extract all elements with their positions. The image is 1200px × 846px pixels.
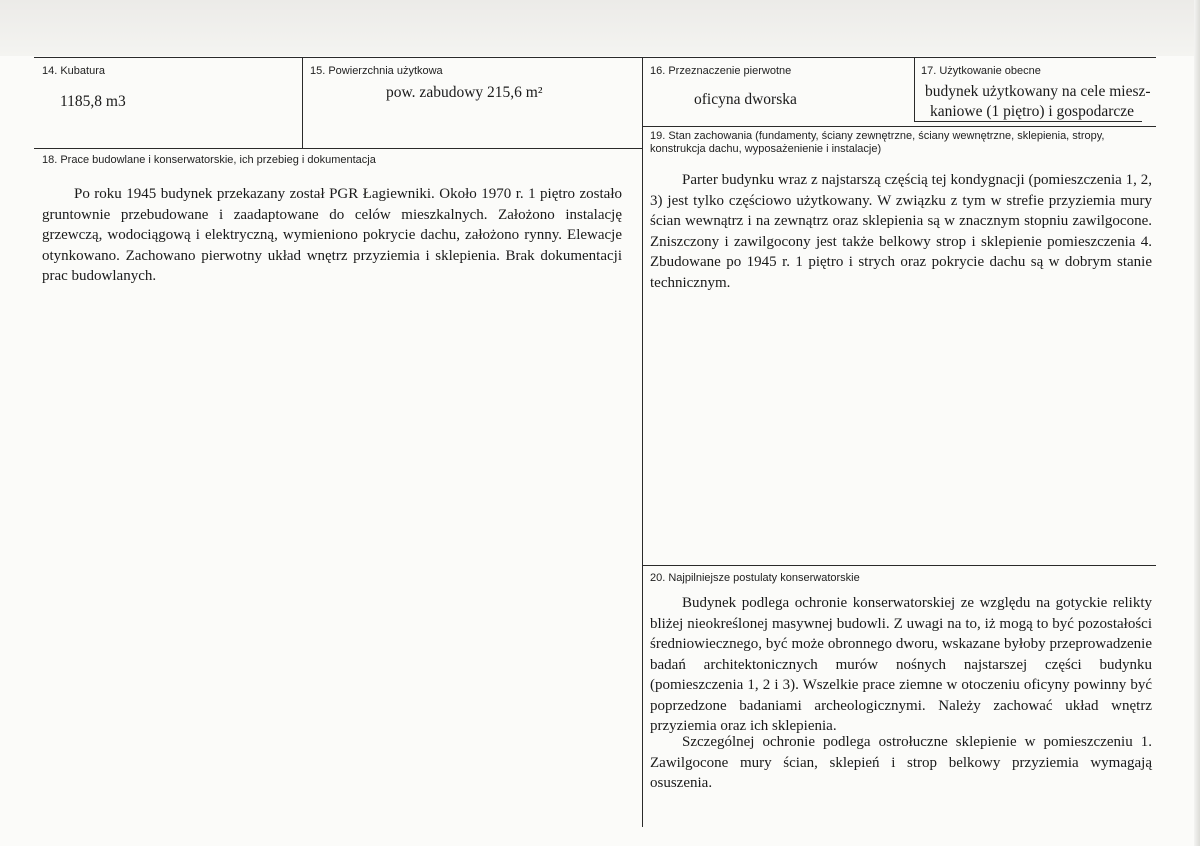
grid-line-row1-left <box>34 148 642 149</box>
postulaty-text-1: Budynek podlega ochronie konserwatorskiej ze względu na gotyckie relikty bliżej nieokreślonej masywnej budowli. Z uwagi na to, iż mogą to być pozostałości średniowiecznego, być może obronnego dworu, wskazane byłoby przeprowadzenie badań architektonicznych murów nośnych najstarszej części budynku (pomieszczenia 1, 2 i 3). Wszelkie prace ziemne w otoczeniu oficyny powinny być poprzedzone badaniami archeologicznymi. Należy zachować układ wnętrz przyziemia oraz ich sklepienia. <box>650 595 1152 734</box>
grid-divider-14-15 <box>302 57 303 148</box>
uzytkowanie-value-line1: budynek użytkowany na cele miesz- <box>925 83 1151 100</box>
stan-zachowania-label: 19. Stan zachowania (fundamenty, ściany zewnętrzne, ściany wewnętrzne, sklepienia, stropy, konstrukcja dachu, wyposażenienie i instalacje) <box>650 130 1105 155</box>
prace-budowlane-text: Po roku 1945 budynek przekazany został PGR Łagiewniki. Około 1970 r. 1 piętro zostało gruntownie przebudowane i zaadaptowane do celów mieszkalnych. Założono instalację grzewczą, wodociągową i elektryczną, wymieniono pokrycie dachu, założono rynny. Elewacje otynkowano. Zachowano pierwotny układ wnętrz przyziemia i sklepienia. Brak dokumentacji prac budowlanych. <box>42 186 622 284</box>
grid-top-line <box>34 57 1156 58</box>
grid-divider-16-17 <box>914 57 915 121</box>
postulaty-text-2: Szczególnej ochronie podlega ostrołuczne sklepienie w pomieszczeniu 1. Zawilgocone mury ścian, sklepień i strop belkowy przyziemia wymagają osuszenia. <box>650 734 1152 791</box>
powierzchnia-value: pow. zabudowy 215,6 m² <box>386 84 543 101</box>
postulaty-label: 20. Najpilniejsze postulaty konserwatorskie <box>650 572 860 584</box>
uzytkowanie-label: 17. Użytkowanie obecne <box>921 65 1041 77</box>
stan-zachowania-text: Parter budynku wraz z najstarszą częścią tej kondygnacji (pomieszczenia 1, 2, 3) jest tylko częściowo użytkowany. W związku z tym w strefie przyziemia mury ścian wewnątrz i na zewnątrz oraz sklepienia są w znacznym stopniu zawilgocone. Zniszczony i zawilgocony jest także belkowy strop i sklepienie pomieszczenia 4. Zbudowane po 1945 r. 1 piętro i strych oraz pokrycie dachu są w dobrym stanie technicznym. <box>650 172 1152 291</box>
powierzchnia-label: 15. Powierzchnia użytkowa <box>310 65 443 77</box>
grid-center-divider <box>642 57 643 827</box>
kubatura-value: 1185,8 m3 <box>60 93 126 110</box>
scan-right-edge <box>1194 0 1200 846</box>
grid-line-row1-right <box>642 126 1156 127</box>
uzytkowanie-value-line2: kaniowe (1 piętro) i gospodarcze <box>930 103 1135 120</box>
przeznaczenie-value: oficyna dworska <box>694 91 797 108</box>
kubatura-label: 14. Kubatura <box>42 65 105 77</box>
przeznaczenie-label: 16. Przeznaczenie pierwotne <box>650 65 792 77</box>
grid-line-20-top <box>642 565 1156 566</box>
prace-budowlane-label: 18. Prace budowlane i konserwatorskie, ich przebieg i dokumentacja <box>42 154 376 166</box>
scan-top-band <box>0 0 1200 56</box>
